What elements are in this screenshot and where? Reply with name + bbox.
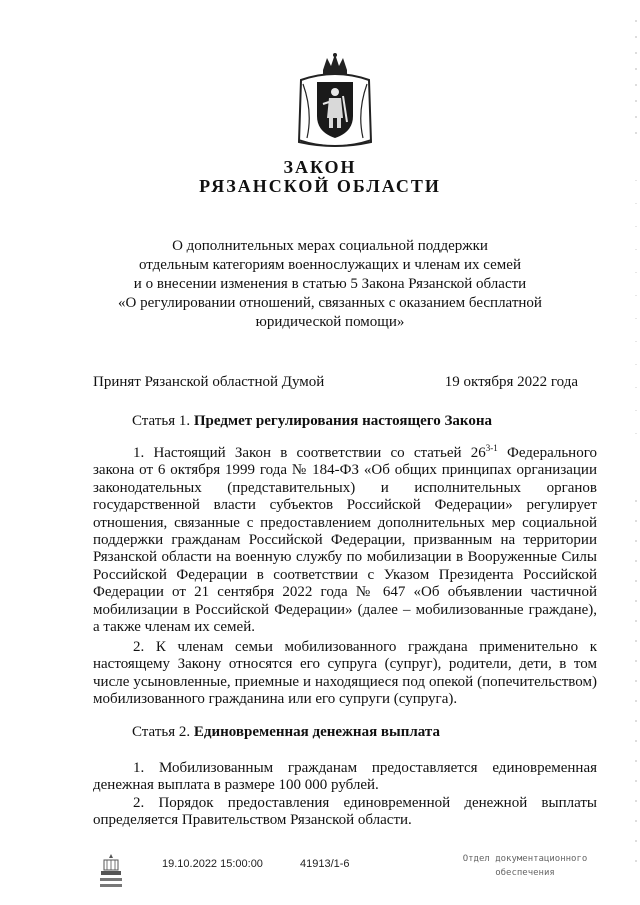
article2-paragraph2: 2. Порядок предоставления единовременной денежной выплаты определяется Правительством Рязанской области. <box>93 794 597 829</box>
department-line1: Отдел документационного <box>462 854 588 864</box>
article2-title: Единовременная денежная выплата <box>193 724 440 740</box>
footer-datetime: 19.10.2022 15:00:00 <box>162 858 263 870</box>
ryazan-coat-of-arms-icon <box>293 52 377 152</box>
law-subject-line: юридической помощи» <box>255 314 405 330</box>
duma-stamp-icon <box>98 852 124 892</box>
article1-paragraph2: 2. К членам семьи мобилизованного граждана применительно к настоящему Закону относятся его супруга (супруг), родители, дети, в том числе усыновленные, приемные и находящиеся под опекой (попечительством) мобилизованного гражданина или его супруги (супруга). <box>93 639 597 708</box>
article1-prefix: Статья 1. <box>132 413 191 429</box>
article1-p1-start: 1. Настоящий Закон в соответствии со статьей 26 <box>133 445 486 461</box>
article2-prefix: Статья 2. <box>132 724 191 740</box>
law-title-line1: ЗАКОН <box>283 157 357 177</box>
article1-p1-continue: Федерального <box>497 445 597 461</box>
law-subject-line: «О регулировании отношений, связанных с оказанием бесплатной <box>118 295 542 311</box>
article1-paragraph1: закона от 6 октября 1999 года № 184-ФЗ «Об общих принципах организации законодательных (представительных) и исполнительных органов государственной власти субъектов Российской Федерации» регулирует отношения, связанные с предоставлением дополнительных мер социальной поддержки гражданам Российской Федерации, призванным на территории Рязанской области на военную службу по мобилизации в Вооруженные Силы Российской Федерации в соответствии с Указом Президента Российской Федерации от 21 сентября 2022 года № 647 «Об объявлении частичной мобилизации в Российской Федерации» (далее – мобилизованные граждане), а также членам их семей. <box>93 462 597 636</box>
law-subject-line: отдельным категориям военнослужащих и членам их семей <box>138 257 521 273</box>
article2-heading <box>132 724 440 741</box>
adopted-date: 19 октября 2022 года <box>444 374 578 390</box>
department-line2: обеспечения <box>495 868 555 878</box>
article1-heading <box>132 413 492 430</box>
law-subject-line: и о внесении изменения в статью 5 Закона Рязанской области <box>133 276 527 292</box>
article2-body <box>93 760 597 830</box>
law-title-line2: РЯЗАНСКОЙ ОБЛАСТИ <box>199 176 441 196</box>
article1-paragraph1-first-line <box>93 445 597 462</box>
footer-doc-number: 41913/1-6 <box>300 858 350 870</box>
adopted-by: Принят Рязанской областной Думой <box>93 374 325 390</box>
article1-title: Предмет регулирования настоящего Закона <box>193 413 492 429</box>
law-subject <box>110 237 550 332</box>
scan-edge-marks <box>630 20 640 880</box>
article2-paragraph1: 1. Мобилизованным гражданам предоставляется единовременная денежная выплата в размере 100 000 рублей. <box>93 760 597 794</box>
department-stamp <box>440 852 610 880</box>
article1-body <box>93 445 597 636</box>
article1-p1-superscript: 3-1 <box>485 443 498 453</box>
article1-body-2 <box>93 639 597 709</box>
law-subject-line: О дополнительных мерах социальной поддержки <box>172 238 488 254</box>
